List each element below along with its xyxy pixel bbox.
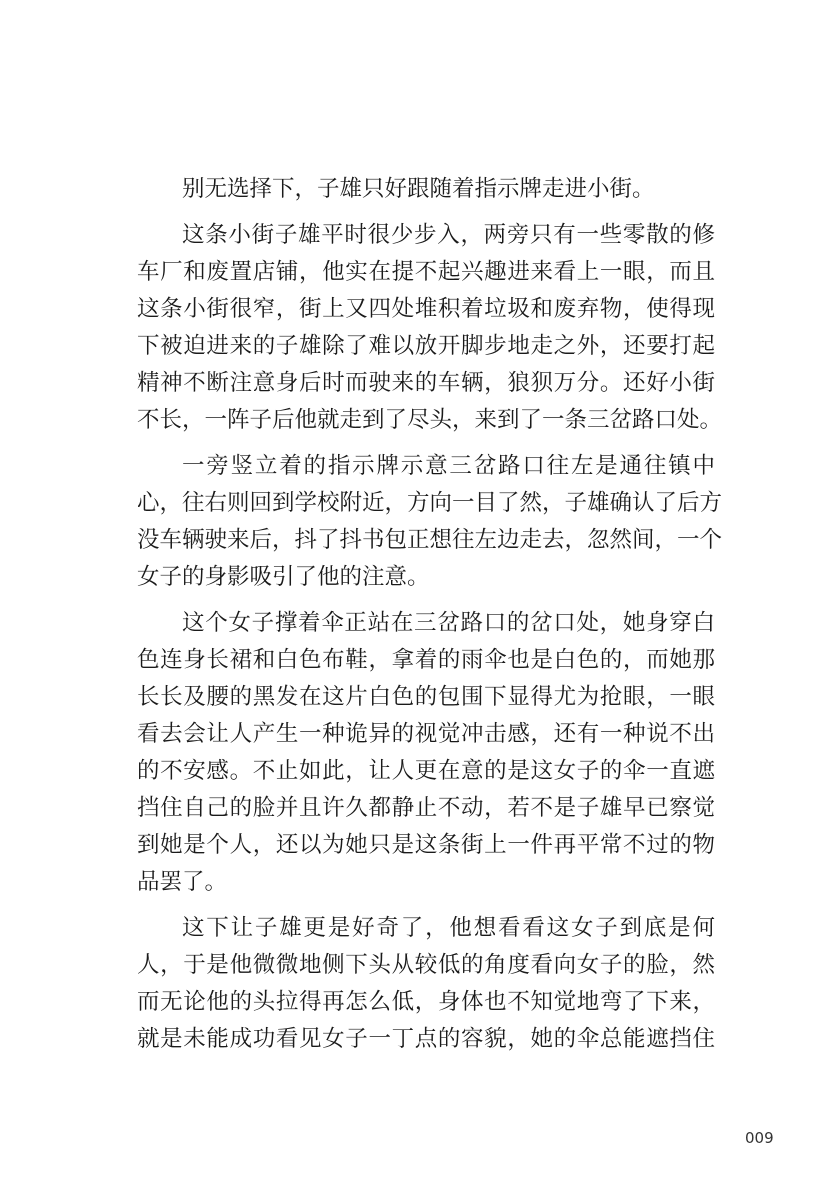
text-line: 没车辆驶来后，抖了抖书包正想往左边走去，忽然间，一个	[137, 527, 723, 553]
text-line: 别无选择下，子雄只好跟随着指示牌走进小街。	[182, 176, 655, 202]
paragraph-1	[137, 171, 715, 208]
text-line: 人，于是他微微地侧下头从较低的角度看向女子的脸，然	[137, 952, 715, 978]
paragraph-5	[137, 910, 715, 1058]
text-line: 到她是个人，还以为她只是这条街上一件再平常不过的物	[137, 832, 715, 858]
text-line: 心，往右则回到学校附近，方向一目了然，子雄确认了后方	[137, 490, 723, 516]
text-line: 这条小街很窄，街上又四处堆积着垃圾和废弃物，使得现	[137, 296, 715, 322]
text-line: 看去会让人产生一种诡异的视觉冲击感，还有一种说不出	[137, 721, 715, 747]
paragraph-2	[137, 217, 723, 439]
text-line: 下被迫进来的子雄除了难以放开脚步地走之外，还要打起	[137, 333, 715, 359]
text-line: 精神不断注意身后时而驶来的车辆，狼狈万分。还好小街	[137, 370, 715, 396]
text-line: 这个女子撑着伞正站在三岔路口的岔口处，她身穿白	[182, 610, 715, 636]
text-line: 品罢了。	[137, 869, 228, 895]
paragraph-4	[137, 605, 715, 901]
text-line: 这条小街子雄平时很少步入，两旁只有一些零散的修	[182, 222, 715, 248]
text-line: 的不安感。不止如此，让人更在意的是这女子的伞一直遮	[137, 758, 715, 784]
text-line: 不长，一阵子后他就走到了尽头，来到了一条三岔路口处。	[137, 407, 723, 433]
text-line: 一旁竖立着的指示牌示意三岔路口往左是通往镇中	[182, 453, 715, 479]
text-line: 色连身长裙和白色布鞋，拿着的雨伞也是白色的，而她那	[137, 647, 715, 673]
text-line: 车厂和废置店铺，他实在提不起兴趣进来看上一眼，而且	[137, 259, 715, 285]
body-text	[137, 171, 723, 1067]
text-line: 女子的身影吸引了他的注意。	[137, 564, 430, 590]
text-line: 而无论他的头拉得再怎么低，身体也不知觉地弯了下来，	[137, 989, 715, 1015]
paragraph-3	[137, 448, 723, 596]
text-line: 挡住自己的脸并且许久都静止不动，若不是子雄早已察觉	[137, 795, 715, 821]
page-number: 009	[745, 1129, 774, 1147]
text-line: 长长及腰的黑发在这片白色的包围下显得尤为抢眼，一眼	[137, 684, 715, 710]
text-line: 这下让子雄更是好奇了，他想看看这女子到底是何	[182, 915, 715, 941]
text-line: 就是未能成功看见女子一丁点的容貌，她的伞总能遮挡住	[137, 1026, 715, 1052]
